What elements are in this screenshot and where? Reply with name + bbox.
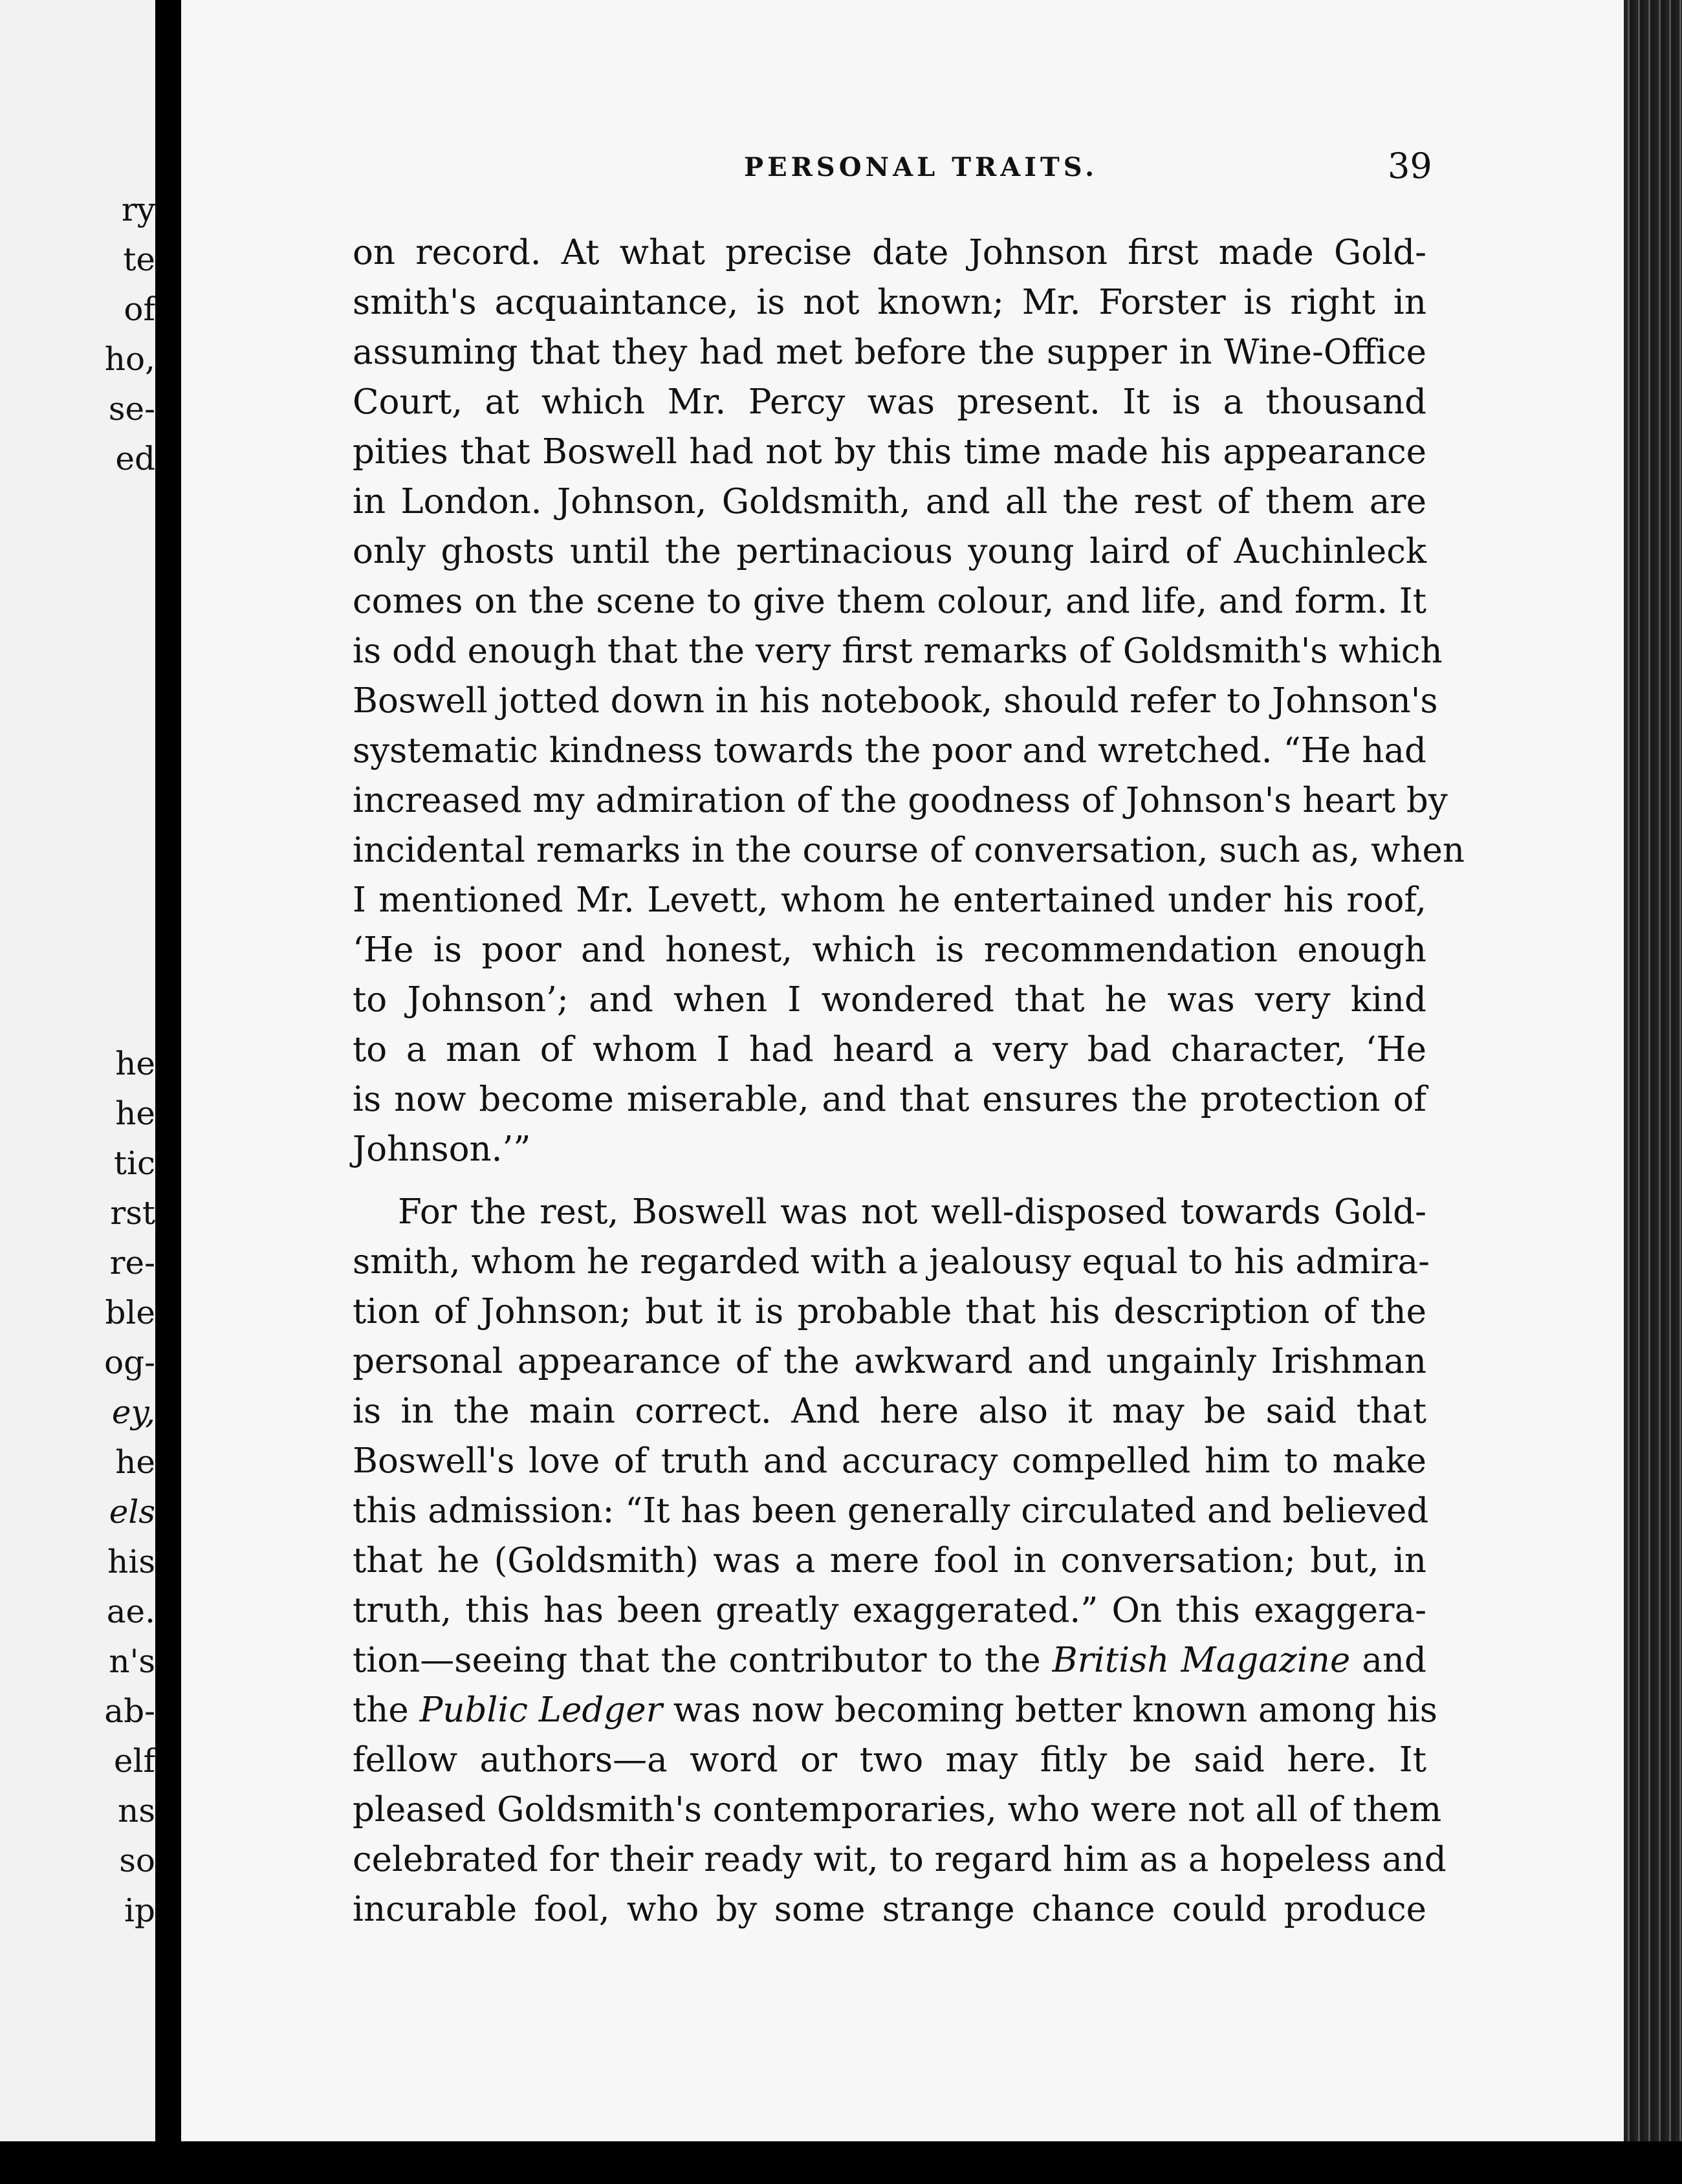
left-page-word-fragment: ed <box>115 440 155 477</box>
text-line: the Public Ledger was now becoming better known among his <box>353 1690 1437 1730</box>
paragraph-2-start <box>353 1187 1430 1635</box>
text-line: Boswell jotted down in his notebook, should refer to Johnson's <box>353 681 1438 721</box>
text-line: smith's acquaintance, is not known; Mr. Forster is right in <box>353 283 1426 322</box>
text-line: tion of Johnson; but it is probable that his description of the <box>353 1292 1426 1331</box>
text-line: tion—seeing that the contributor to the British Magazine and <box>353 1641 1426 1680</box>
text-line: that he (Goldsmith) was a mere fool in conversation; but, in <box>353 1541 1426 1580</box>
left-page-word-fragment: ns <box>118 1792 155 1829</box>
text-line: pleased Goldsmith's contemporaries, who were not all of them <box>353 1790 1442 1829</box>
text-line: assuming that they had met before the supper in Wine-Office <box>353 333 1426 372</box>
left-page-word-fragment: tic <box>113 1144 155 1182</box>
paragraph-2 <box>353 1187 1447 1934</box>
page-edge-stack <box>1624 0 1682 2184</box>
left-page-word-fragment: ey, <box>111 1393 155 1431</box>
left-page-word-fragment: ae. <box>106 1593 155 1630</box>
text-line: is in the main correct. And here also it may be said that <box>353 1392 1426 1431</box>
left-page-word-fragment: ry <box>121 191 155 228</box>
scan-border <box>0 2141 1682 2184</box>
text-line: to a man of whom I had heard a very bad character, ‘He <box>353 1030 1426 1069</box>
text-line: smith, whom he regarded with a jealousy equal to his admira- <box>353 1242 1430 1282</box>
paragraph-2-end <box>353 1735 1447 1934</box>
text-line: to Johnson’; and when I wondered that he was very kind <box>353 980 1426 1020</box>
left-page-word-fragment: te <box>123 241 155 278</box>
text-line: ‘He is poor and honest, which is recommendation enough <box>353 930 1426 970</box>
text-line: systematic kindness towards the poor and wretched. “He had <box>353 731 1426 770</box>
text-line: celebrated for their ready wit, to regard him as a hopeless and <box>353 1840 1447 1879</box>
text-line: incurable fool, who by some strange chance could produce <box>353 1890 1426 1929</box>
paragraph-1 <box>353 228 1465 1174</box>
left-page-word-fragment: he <box>115 1443 155 1481</box>
left-page-word-fragment: elf <box>113 1742 155 1780</box>
text-line: is now become miserable, and that ensures the protection of <box>353 1080 1426 1119</box>
italic-title: Public Ledger <box>419 1690 662 1730</box>
text-line: Boswell's love of truth and accuracy compelled him to make <box>353 1441 1426 1481</box>
text-line: I mentioned Mr. Levett, whom he entertained under his roof, <box>353 880 1426 920</box>
left-page-word-fragment: og- <box>104 1344 155 1381</box>
body-text <box>353 228 1465 1934</box>
text-line: fellow authors—a word or two may fitly be said here. It <box>353 1740 1426 1780</box>
left-page-word-fragment: els <box>109 1493 155 1531</box>
left-page-word-fragment: n's <box>109 1643 155 1680</box>
text-line: in London. Johnson, Goldsmith, and all the rest of them are <box>353 482 1426 521</box>
left-page-fragment <box>0 0 155 2141</box>
text-line: truth, this has been greatly exaggerated.” On this exaggera- <box>353 1591 1426 1630</box>
text-line: increased my admiration of the goodness of Johnson's heart by <box>353 781 1448 820</box>
text-line: pities that Boswell had not by this time made his appearance <box>353 432 1426 472</box>
text-line: Court, at which Mr. Percy was present. It is a thousand <box>353 382 1426 422</box>
left-page-word-fragment: ab- <box>104 1692 155 1730</box>
text-line: For the rest, Boswell was not well-disposed towards Gold- <box>398 1192 1426 1232</box>
left-page-word-fragment: of <box>124 290 155 328</box>
text-line: Johnson.’” <box>353 1130 531 1169</box>
left-page-word-fragment: se- <box>108 390 155 428</box>
left-page-line-endings <box>0 181 155 2122</box>
text-line: only ghosts until the pertinacious young laird of Auchinleck <box>353 532 1426 571</box>
text-line: personal appearance of the awkward and ungainly Irishman <box>353 1342 1426 1381</box>
left-page-word-fragment: re- <box>109 1244 155 1282</box>
text-line: on record. At what precise date Johnson first made Gold- <box>353 233 1426 272</box>
left-page-word-fragment: his <box>107 1543 155 1580</box>
left-page-word-fragment: he <box>115 1045 155 1082</box>
page-number: 39 <box>1388 146 1432 186</box>
left-page-word-fragment: he <box>115 1095 155 1132</box>
running-head: PERSONAL TRAITS. <box>744 152 1098 182</box>
text-line: is odd enough that the very first remarks of Goldsmith's which <box>353 631 1443 671</box>
book-gutter <box>155 0 181 2184</box>
left-page-word-fragment: rst <box>110 1194 155 1232</box>
left-page-word-fragment: so <box>119 1842 155 1879</box>
left-page-word-fragment: ble <box>105 1294 155 1331</box>
text-line: incidental remarks in the course of conversation, such as, when <box>353 831 1465 870</box>
text-line: comes on the scene to give them colour, and life, and form. It <box>353 582 1426 621</box>
left-page-word-fragment: ip <box>124 1892 155 1929</box>
text-line: this admission: “It has been generally circulated and believed <box>353 1491 1429 1531</box>
left-page-word-fragment: ho, <box>104 340 155 378</box>
italic-title: British Magazine <box>1052 1641 1351 1680</box>
